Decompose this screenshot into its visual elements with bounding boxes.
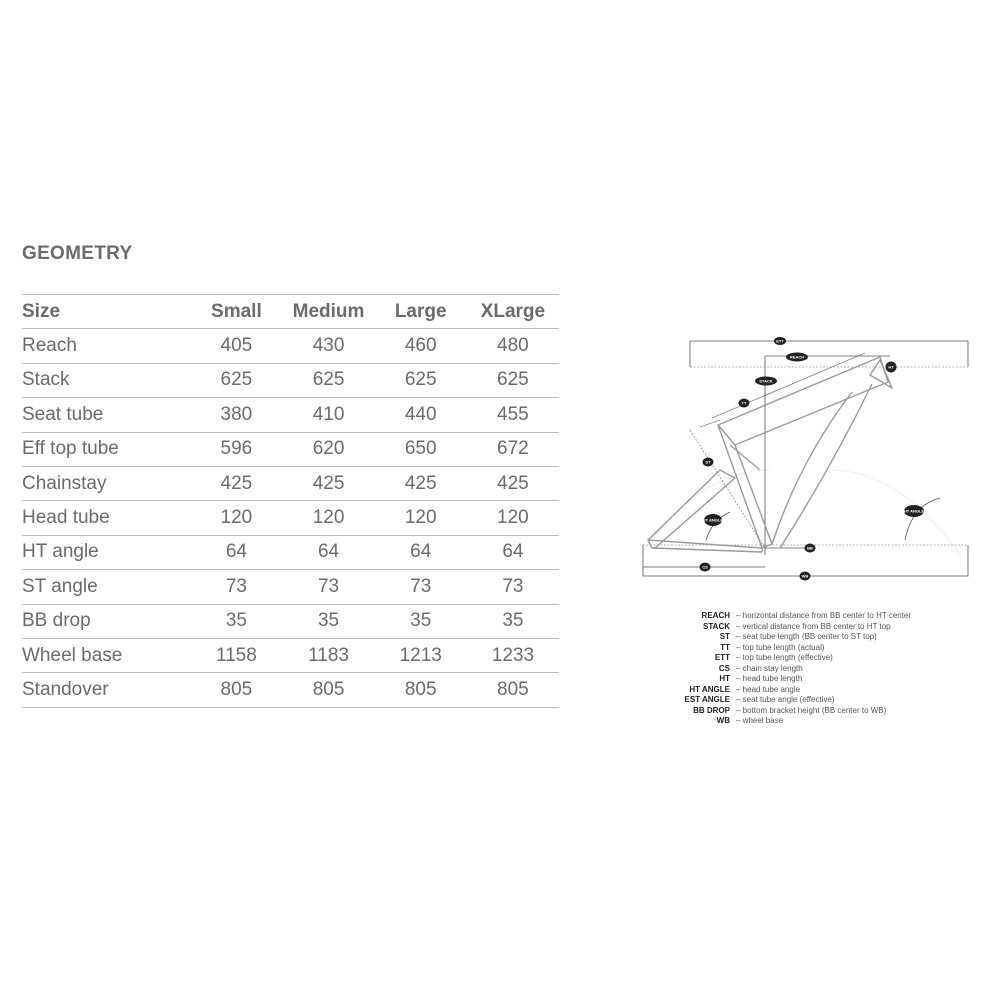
legend-description: – vertical distance from BB center to HT top xyxy=(736,621,891,631)
diagram-legend xyxy=(640,611,911,727)
table-cell: 805 xyxy=(282,673,374,707)
legend-item xyxy=(640,716,911,727)
table-cell: 1183 xyxy=(282,638,374,672)
svg-text:BB: BB xyxy=(807,545,813,551)
table-cell: 35 xyxy=(190,604,282,638)
label-st xyxy=(703,458,714,467)
table-cell: 1158 xyxy=(190,638,282,672)
legend-item xyxy=(640,611,911,622)
legend-item xyxy=(640,674,911,685)
legend-description: – top tube length (actual) xyxy=(736,642,825,652)
table-row xyxy=(22,329,559,363)
table-cell: 64 xyxy=(467,535,559,569)
row-label: Eff top tube xyxy=(22,432,190,466)
legend-item xyxy=(640,632,911,643)
row-label: Seat tube xyxy=(22,398,190,432)
label-reach xyxy=(786,353,808,362)
table-cell: 73 xyxy=(282,570,374,604)
column-header-small: Small xyxy=(190,295,282,329)
legend-key: REACH xyxy=(701,611,730,620)
label-ett xyxy=(774,337,786,345)
row-label: Chainstay xyxy=(22,466,190,500)
column-header-xlarge: XLarge xyxy=(467,295,559,329)
table-cell: 650 xyxy=(375,432,467,466)
legend-description: – wheel base xyxy=(736,716,784,725)
row-label: Wheel base xyxy=(22,638,190,672)
table-cell: 73 xyxy=(190,570,282,604)
legend-item xyxy=(640,695,911,706)
table-cell: 120 xyxy=(282,501,374,535)
table-cell: 120 xyxy=(375,501,467,535)
table-row xyxy=(22,535,559,569)
table-cell: 430 xyxy=(282,329,374,363)
label-ht xyxy=(886,362,897,373)
table-cell: 73 xyxy=(467,570,559,604)
label-stack xyxy=(755,377,777,386)
table-cell: 35 xyxy=(282,604,374,638)
svg-text:REACH: REACH xyxy=(789,354,805,360)
table-cell: 672 xyxy=(467,432,559,466)
legend-key: BB DROP xyxy=(693,705,730,715)
legend-description: – seat tube angle (effective) xyxy=(736,695,835,704)
label-st-angle xyxy=(703,514,723,526)
table-row xyxy=(22,673,559,707)
table-cell: 35 xyxy=(375,604,467,638)
svg-text:ETT: ETT xyxy=(776,338,784,344)
row-label: Standover xyxy=(22,673,190,707)
legend-description: – head tube angle xyxy=(736,684,801,694)
table-cell: 410 xyxy=(282,398,374,432)
label-bb xyxy=(805,544,816,553)
svg-text:CS: CS xyxy=(702,564,708,570)
legend-item xyxy=(640,622,911,633)
frame-geometry-diagram xyxy=(625,320,970,582)
table-cell: 805 xyxy=(190,673,282,707)
row-label: Stack xyxy=(22,363,190,397)
legend-item xyxy=(640,643,911,654)
legend-description: – horizontal distance from BB center to HT center xyxy=(736,611,912,620)
legend-description: – top tube length (effective) xyxy=(736,653,833,662)
column-header-size: Size xyxy=(22,295,190,329)
row-label: Head tube xyxy=(22,501,190,535)
table-row xyxy=(22,604,559,638)
table-cell: 625 xyxy=(282,363,374,397)
table-cell: 460 xyxy=(375,329,467,363)
label-ht-angle xyxy=(904,505,925,517)
row-label: Reach xyxy=(22,329,190,363)
table-cell: 1233 xyxy=(467,638,559,672)
svg-text:TT: TT xyxy=(741,400,747,406)
legend-description: – head tube length xyxy=(736,674,803,683)
legend-item xyxy=(640,685,911,696)
row-label: ST angle xyxy=(22,570,190,604)
legend-description: – chain stay length xyxy=(736,663,803,673)
table-cell: 73 xyxy=(375,570,467,604)
row-label: HT angle xyxy=(22,535,190,569)
legend-item xyxy=(640,653,911,664)
legend-key: WB xyxy=(716,716,730,725)
table-cell: 596 xyxy=(190,432,282,466)
table-cell: 380 xyxy=(190,398,282,432)
table-row xyxy=(22,466,559,500)
legend-key: TT xyxy=(720,642,730,652)
table-cell: 455 xyxy=(467,398,559,432)
table-cell: 625 xyxy=(375,363,467,397)
table-cell: 64 xyxy=(190,535,282,569)
table-cell: 405 xyxy=(190,329,282,363)
table-cell: 425 xyxy=(375,466,467,500)
table-cell: 805 xyxy=(375,673,467,707)
legend-item xyxy=(640,664,911,675)
legend-description: – seat tube length (BB center to ST top) xyxy=(736,632,877,641)
legend-key: CS xyxy=(718,663,730,673)
legend-key: ETT xyxy=(714,653,730,662)
table-row xyxy=(22,432,559,466)
table-cell: 425 xyxy=(282,466,374,500)
table-row xyxy=(22,398,559,432)
table-row xyxy=(22,363,559,397)
svg-text:WB: WB xyxy=(801,573,809,579)
table-cell: 120 xyxy=(467,501,559,535)
page-title: GEOMETRY xyxy=(22,243,133,264)
table-cell: 64 xyxy=(282,535,374,569)
label-wb xyxy=(800,572,811,581)
table-cell: 440 xyxy=(375,398,467,432)
table-cell: 425 xyxy=(190,466,282,500)
svg-text:HT: HT xyxy=(888,364,894,370)
row-label: BB drop xyxy=(22,604,190,638)
table-row xyxy=(22,501,559,535)
label-tt xyxy=(739,399,750,408)
table-header-row xyxy=(22,295,559,329)
svg-text:HT ANGLE: HT ANGLE xyxy=(903,508,925,514)
column-header-medium: Medium xyxy=(282,295,374,329)
legend-key: STACK xyxy=(703,621,730,631)
table-cell: 35 xyxy=(467,604,559,638)
table-cell: 625 xyxy=(190,363,282,397)
table-cell: 620 xyxy=(282,432,374,466)
table-cell: 425 xyxy=(467,466,559,500)
legend-key: EST ANGLE xyxy=(684,695,730,704)
column-header-large: Large xyxy=(375,295,467,329)
legend-key: HT ANGLE xyxy=(689,684,730,694)
legend-description: – bottom bracket height (BB center to WB) xyxy=(736,705,887,715)
svg-text:STACK: STACK xyxy=(759,378,773,384)
svg-text:ST: ST xyxy=(705,459,711,465)
label-cs xyxy=(700,563,711,572)
svg-text:ST ANGLE: ST ANGLE xyxy=(702,517,724,523)
geometry-table xyxy=(22,294,559,708)
table-cell: 625 xyxy=(467,363,559,397)
legend-key: HT xyxy=(719,674,730,683)
legend-item xyxy=(640,706,911,717)
table-row xyxy=(22,638,559,672)
table-cell: 480 xyxy=(467,329,559,363)
table-cell: 805 xyxy=(467,673,559,707)
table-row xyxy=(22,570,559,604)
table-cell: 64 xyxy=(375,535,467,569)
legend-key: ST xyxy=(719,632,730,641)
table-cell: 120 xyxy=(190,501,282,535)
table-cell: 1213 xyxy=(375,638,467,672)
